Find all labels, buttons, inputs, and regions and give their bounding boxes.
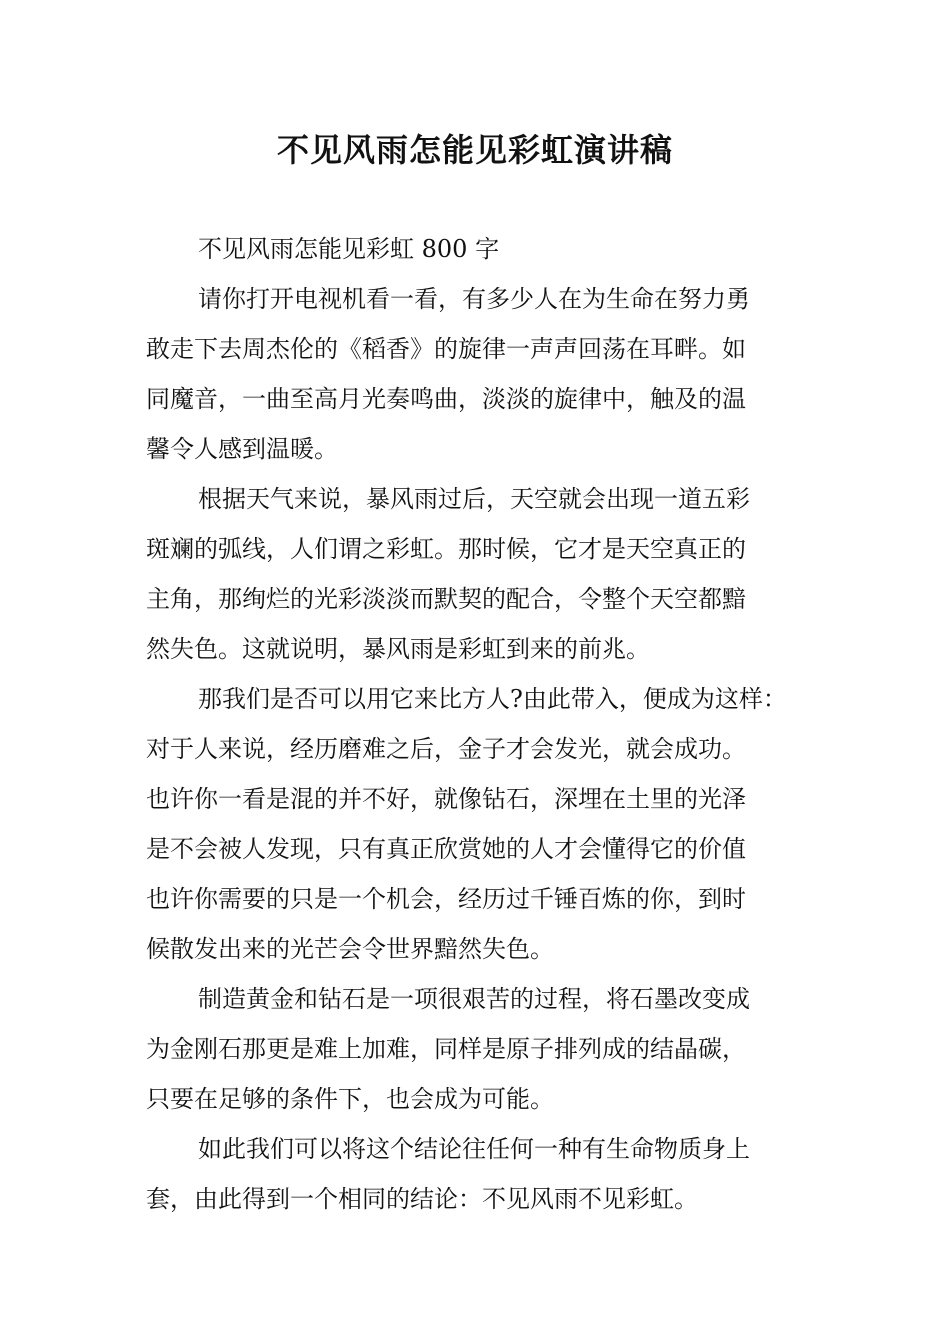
paragraph-4 (146, 974, 818, 1124)
paragraph-line: 主角，那绚烂的光彩淡淡而默契的配合，令整个天空都黯 (146, 585, 746, 613)
document-title: 不见风雨怎能见彩虹演讲稿 (276, 131, 673, 169)
paragraph-1 (146, 274, 818, 474)
paragraph-line: 只要在足够的条件下，也会成为可能。 (146, 1085, 554, 1113)
paragraph-line: 根据天气来说，暴风雨过后，天空就会出现一道五彩 (198, 485, 750, 513)
paragraph-line: 对于人来说，经历磨难之后，金子才会发光，就会成功。 (146, 735, 746, 763)
paragraph-2 (146, 474, 818, 674)
paragraph-line: 也许你需要的只是一个机会，经历过千锤百炼的你，到时 (146, 885, 746, 913)
paragraph-line: 是不会被人发现，只有真正欣赏她的人才会懂得它的价值 (146, 835, 746, 863)
paragraph-line: 然失色。这就说明，暴风雨是彩虹到来的前兆。 (146, 635, 650, 663)
document-body (146, 224, 818, 1224)
paragraph-line: 也许你一看是混的并不好，就像钻石，深埋在土里的光泽 (146, 785, 746, 813)
paragraph-3 (146, 674, 818, 974)
paragraph-line: 斑斓的弧线，人们谓之彩虹。那时候，它才是天空真正的 (146, 535, 746, 563)
paragraph-line: 候散发出来的光芒会令世界黯然失色。 (146, 935, 554, 963)
paragraph-line: 同魔音，一曲至高月光奏鸣曲，淡淡的旋律中，触及的温 (146, 385, 746, 413)
paragraph-line: 如此我们可以将这个结论往任何一种有生命物质身上 (198, 1135, 750, 1163)
paragraph-line: 制造黄金和钻石是一项很艰苦的过程，将石墨改变成 (198, 985, 750, 1013)
document-subtitle: 不见风雨怎能见彩虹 800 字 (198, 235, 500, 263)
paragraph-line: 敢走下去周杰伦的《稻香》的旋律一声声回荡在耳畔。如 (146, 335, 746, 363)
paragraph-5 (146, 1124, 818, 1224)
paragraph-line: 那我们是否可以用它来比方人?由此带入，便成为这样： (198, 685, 787, 713)
paragraph-line: 请你打开电视机看一看，有多少人在为生命在努力勇 (198, 285, 750, 313)
paragraph-line: 为金刚石那更是难上加难，同样是原子排列成的结晶碳， (146, 1035, 746, 1063)
paragraph-line: 馨令人感到温暖。 (146, 435, 338, 463)
paragraph-line: 套，由此得到一个相同的结论：不见风雨不见彩虹。 (146, 1185, 698, 1213)
